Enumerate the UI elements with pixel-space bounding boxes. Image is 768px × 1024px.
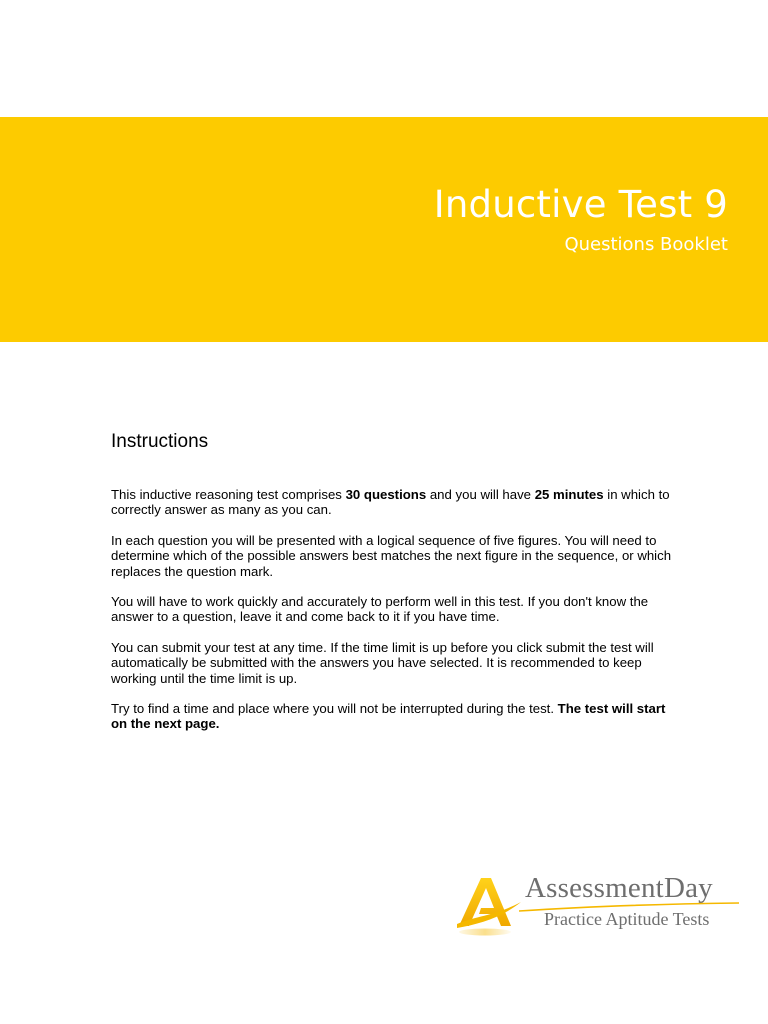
instructions-paragraph-4: You can submit your test at any time. If the time limit is up before you click submit the test will automatically be submitted with the answers you have selected. It is recommended to keep working until the time limit is up.	[111, 639, 654, 686]
p1-text-a: This inductive reasoning test comprises	[111, 487, 346, 502]
time-limit: 25 minutes	[534, 487, 604, 502]
p1-text-e: in which to correctly answer as many as you can.	[111, 487, 670, 518]
instructions-paragraph-5	[111, 701, 673, 732]
assessmentday-a-logo-icon	[455, 872, 523, 940]
question-count: 30 questions	[345, 487, 427, 502]
logo-tagline: Practice Aptitude Tests	[544, 909, 710, 929]
start-notice: The test will start on the next page.	[111, 701, 666, 732]
instructions-section	[111, 430, 673, 747]
instructions-heading: Instructions	[111, 431, 209, 452]
p5-text-a: Try to find a time and place where you will not be interrupted during the test.	[111, 701, 558, 717]
instructions-paragraph-2: In each question you will be presented with a logical sequence of five figures. You will need to determine which of the possible answers best matches the next figure in the sequence, or which replaces the question mark.	[111, 532, 672, 579]
logo-wordmark: AssessmentDay	[525, 872, 713, 904]
title-banner	[0, 117, 768, 342]
instructions-paragraph-1	[111, 487, 673, 518]
assessmentday-logo	[455, 872, 740, 944]
document-title: Inductive Test 9	[433, 183, 728, 226]
p1-text-c: and you will have	[426, 487, 535, 502]
document-subtitle: Questions Booklet	[564, 234, 728, 255]
instructions-paragraph-3: You will have to work quickly and accurately to perform well in this test. If you don't know the answer to a question, leave it and come back to it if you have time.	[111, 594, 649, 625]
